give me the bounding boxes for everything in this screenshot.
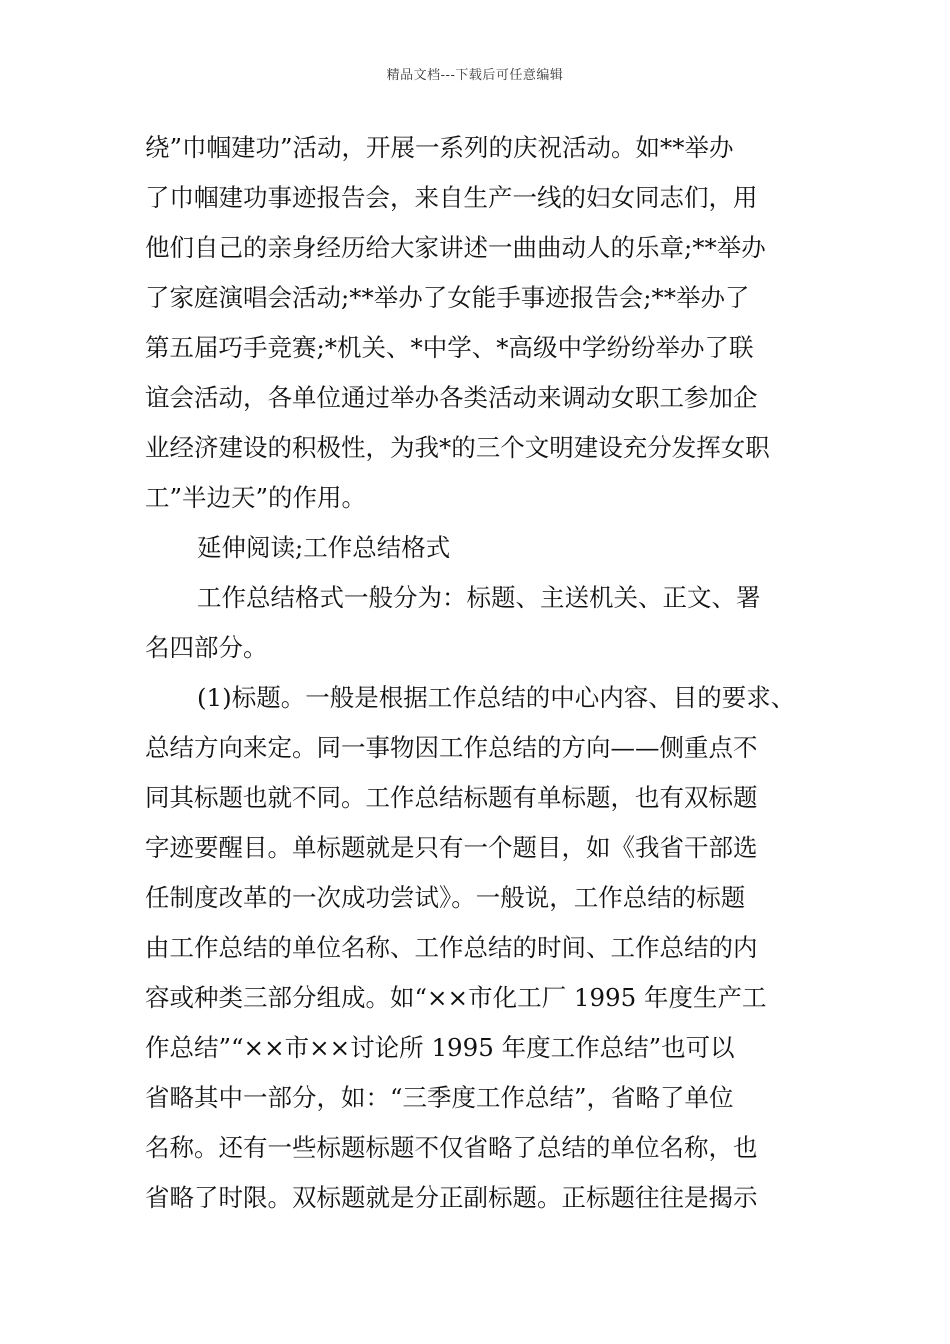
text-line: 字迹要醒目。单标题就是只有一个题目，如《我省干部选 — [145, 833, 758, 862]
text-line: 作总结”“××市××讨论所 1995 年度工作总结”也可以 — [145, 1033, 735, 1062]
text-line: 了巾帼建功事迹报告会，来自生产一线的妇女同志们，用 — [145, 183, 758, 212]
text-line: 由工作总结的单位名称、工作总结的时间、工作总结的内 — [145, 933, 758, 962]
text-line: 名四部分。 — [145, 633, 268, 662]
text-line: 同其标题也就不同。工作总结标题有单标题，也有双标题 — [145, 783, 758, 812]
text-line: 谊会活动，各单位通过举办各类活动来调动女职工参加企 — [145, 383, 758, 412]
text-line: 工”半边天”的作用。 — [145, 483, 367, 512]
page-header: 精品文档---下载后可任意编辑 — [386, 68, 564, 83]
text-line: 业经济建设的积极性，为我*的三个文明建设充分发挥女职 — [145, 433, 770, 462]
text-line: 绕”巾帼建功”活动，开展一系列的庆祝活动。如**举办 — [145, 133, 734, 162]
text-line: 省略其中一部分，如：“三季度工作总结”，省略了单位 — [145, 1083, 734, 1112]
text-line: (1)标题。一般是根据工作总结的中心内容、目的要求、 — [197, 683, 796, 712]
text-line: 延伸阅读;工作总结格式 — [197, 533, 451, 562]
text-line: 容或种类三部分组成。如“××市化工厂 1995 年度生产工 — [145, 983, 767, 1012]
text-line: 名称。还有一些标题标题不仅省略了总结的单位名称，也 — [145, 1133, 758, 1162]
text-line: 工作总结格式一般分为：标题、主送机关、正文、署 — [197, 583, 761, 612]
text-line: 总结方向来定。同一事物因工作总结的方向——侧重点不 — [145, 733, 758, 762]
text-line: 省略了时限。双标题就是分正副标题。正标题往往是揭示 — [145, 1183, 758, 1212]
text-line: 了家庭演唱会活动;**举办了女能手事迹报告会;**举办了 — [145, 283, 750, 312]
text-line: 第五届巧手竞赛;*机关、*中学、*高级中学纷纷举办了联 — [145, 333, 754, 362]
text-line: 他们自己的亲身经历给大家讲述一曲曲动人的乐章;**举办 — [145, 233, 766, 262]
document-body — [145, 123, 815, 1223]
text-line: 任制度改革的一次成功尝试》。一般说，工作总结的标题 — [145, 883, 746, 912]
